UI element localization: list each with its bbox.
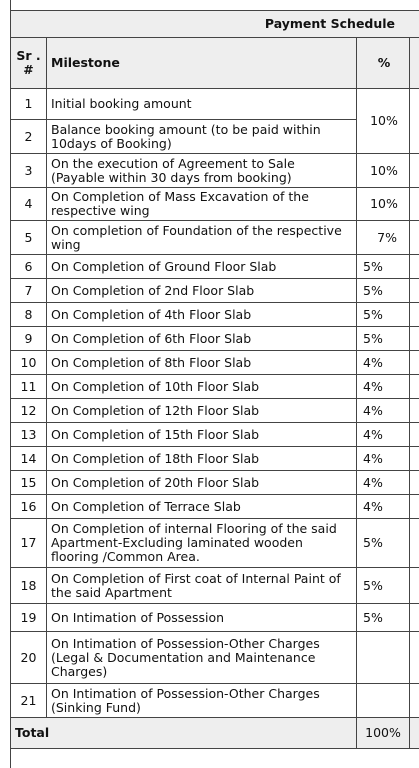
row-milestone: On Completion of First coat of Internal Paint of the said Apartment (47, 568, 357, 604)
row-milestone: On Completion of Ground Floor Slab (47, 255, 357, 279)
row-sr: 9 (11, 327, 47, 351)
row-percent: 5% (357, 279, 410, 303)
row-extra-cell (410, 684, 419, 718)
header-sr: Sr . # (11, 38, 47, 89)
row-milestone: On Intimation of Possession-Other Charges (Sinking Fund) (47, 684, 357, 718)
table-row (11, 632, 419, 684)
row-extra-cell (410, 632, 419, 684)
table-row (11, 303, 419, 327)
table-row (11, 604, 419, 632)
header-extra-cell (410, 38, 419, 89)
row-milestone: On completion of Foundation of the respective wing (47, 221, 357, 255)
row-extra-cell (410, 471, 419, 495)
row-extra-cell (410, 221, 419, 255)
row-sr: 17 (11, 519, 47, 568)
table-row (11, 89, 419, 120)
row-percent: 4% (357, 351, 410, 375)
row-milestone: On Completion of Terrace Slab (47, 495, 357, 519)
row-percent (357, 632, 410, 684)
row-milestone: On Intimation of Possession (47, 604, 357, 632)
row-percent: 10% (357, 154, 410, 188)
row-milestone: On Completion of 4th Floor Slab (47, 303, 357, 327)
row-extra-cell (410, 447, 419, 471)
row-extra-cell (410, 255, 419, 279)
row-extra-cell (410, 375, 419, 399)
row-percent: 5% (357, 255, 410, 279)
row-extra-cell (410, 89, 419, 154)
row-sr: 21 (11, 684, 47, 718)
table-row (11, 351, 419, 375)
total-percent: 100% (357, 718, 410, 749)
row-percent: 5% (357, 519, 410, 568)
row-percent: 5% (357, 604, 410, 632)
row-extra-cell (410, 495, 419, 519)
row-sr: 13 (11, 423, 47, 447)
row-percent: 10% (357, 188, 410, 221)
row-sr: 10 (11, 351, 47, 375)
table-row (11, 447, 419, 471)
row-milestone: On Completion of internal Flooring of the said Apartment-Excluding laminated wooden flooring /Common Area. (47, 519, 357, 568)
table-row (11, 221, 419, 255)
row-sr: 19 (11, 604, 47, 632)
header-percent: % (357, 38, 410, 89)
row-percent: 7% (357, 221, 410, 255)
row-milestone: Initial booking amount (47, 89, 357, 120)
row-sr: 18 (11, 568, 47, 604)
table-row (11, 519, 419, 568)
table-row (11, 279, 419, 303)
row-sr: 2 (11, 120, 47, 154)
table-row (11, 471, 419, 495)
row-milestone: On Intimation of Possession-Other Charges (Legal & Documentation and Maintenance Charges) (47, 632, 357, 684)
row-milestone: On Completion of Mass Excavation of the respective wing (47, 188, 357, 221)
table-row (11, 684, 419, 718)
row-percent (357, 684, 410, 718)
header-row (11, 38, 419, 89)
row-percent: 5% (357, 327, 410, 351)
row-percent: 4% (357, 471, 410, 495)
total-row (11, 718, 419, 749)
row-milestone: Balance booking amount (to be paid within 10days of Booking) (47, 120, 357, 154)
row-sr: 4 (11, 188, 47, 221)
row-milestone: On Completion of 20th Floor Slab (47, 471, 357, 495)
row-sr: 14 (11, 447, 47, 471)
row-extra-cell (410, 568, 419, 604)
row-extra-cell (410, 303, 419, 327)
table-row (11, 188, 419, 221)
table-row (11, 568, 419, 604)
row-extra-cell (410, 604, 419, 632)
row-extra-cell (410, 399, 419, 423)
row-sr: 16 (11, 495, 47, 519)
row-sr: 11 (11, 375, 47, 399)
row-milestone: On Completion of 6th Floor Slab (47, 327, 357, 351)
title-row (11, 11, 419, 38)
table-row (11, 399, 419, 423)
table-row (11, 375, 419, 399)
table-row (11, 495, 419, 519)
table-row (11, 255, 419, 279)
row-percent: 5% (357, 303, 410, 327)
row-percent: 5% (357, 568, 410, 604)
row-sr: 6 (11, 255, 47, 279)
row-percent: 4% (357, 423, 410, 447)
row-percent: 4% (357, 375, 410, 399)
total-extra-cell (410, 718, 419, 749)
row-milestone: On Completion of 15th Floor Slab (47, 423, 357, 447)
row-extra-cell (410, 423, 419, 447)
row-milestone: On Completion of 10th Floor Slab (47, 375, 357, 399)
row-milestone: On Completion of 8th Floor Slab (47, 351, 357, 375)
row-sr: 15 (11, 471, 47, 495)
row-milestone: On Completion of 12th Floor Slab (47, 399, 357, 423)
row-sr: 8 (11, 303, 47, 327)
row-percent: 4% (357, 399, 410, 423)
table-title: Payment Schedule (11, 11, 419, 38)
row-extra-cell (410, 279, 419, 303)
row-sr: 1 (11, 89, 47, 120)
row-extra-cell (410, 188, 419, 221)
row-milestone: On the execution of Agreement to Sale (Payable within 30 days from booking) (47, 154, 357, 188)
row-percent: 4% (357, 447, 410, 471)
row-sr: 12 (11, 399, 47, 423)
row-extra-cell (410, 519, 419, 568)
row-sr: 3 (11, 154, 47, 188)
header-milestone: Milestone (47, 38, 357, 89)
row-percent: 4% (357, 495, 410, 519)
table-row (11, 154, 419, 188)
row-sr: 7 (11, 279, 47, 303)
row-sr: 5 (11, 221, 47, 255)
row-milestone: On Completion of 18th Floor Slab (47, 447, 357, 471)
total-label: Total (11, 718, 357, 749)
row-sr: 20 (11, 632, 47, 684)
row-extra-cell (410, 154, 419, 188)
payment-schedule-table (10, 10, 419, 749)
row-percent-merged: 10% (357, 89, 410, 154)
row-milestone: On Completion of 2nd Floor Slab (47, 279, 357, 303)
row-extra-cell (410, 327, 419, 351)
table-row (11, 327, 419, 351)
table-row (11, 423, 419, 447)
row-extra-cell (410, 351, 419, 375)
